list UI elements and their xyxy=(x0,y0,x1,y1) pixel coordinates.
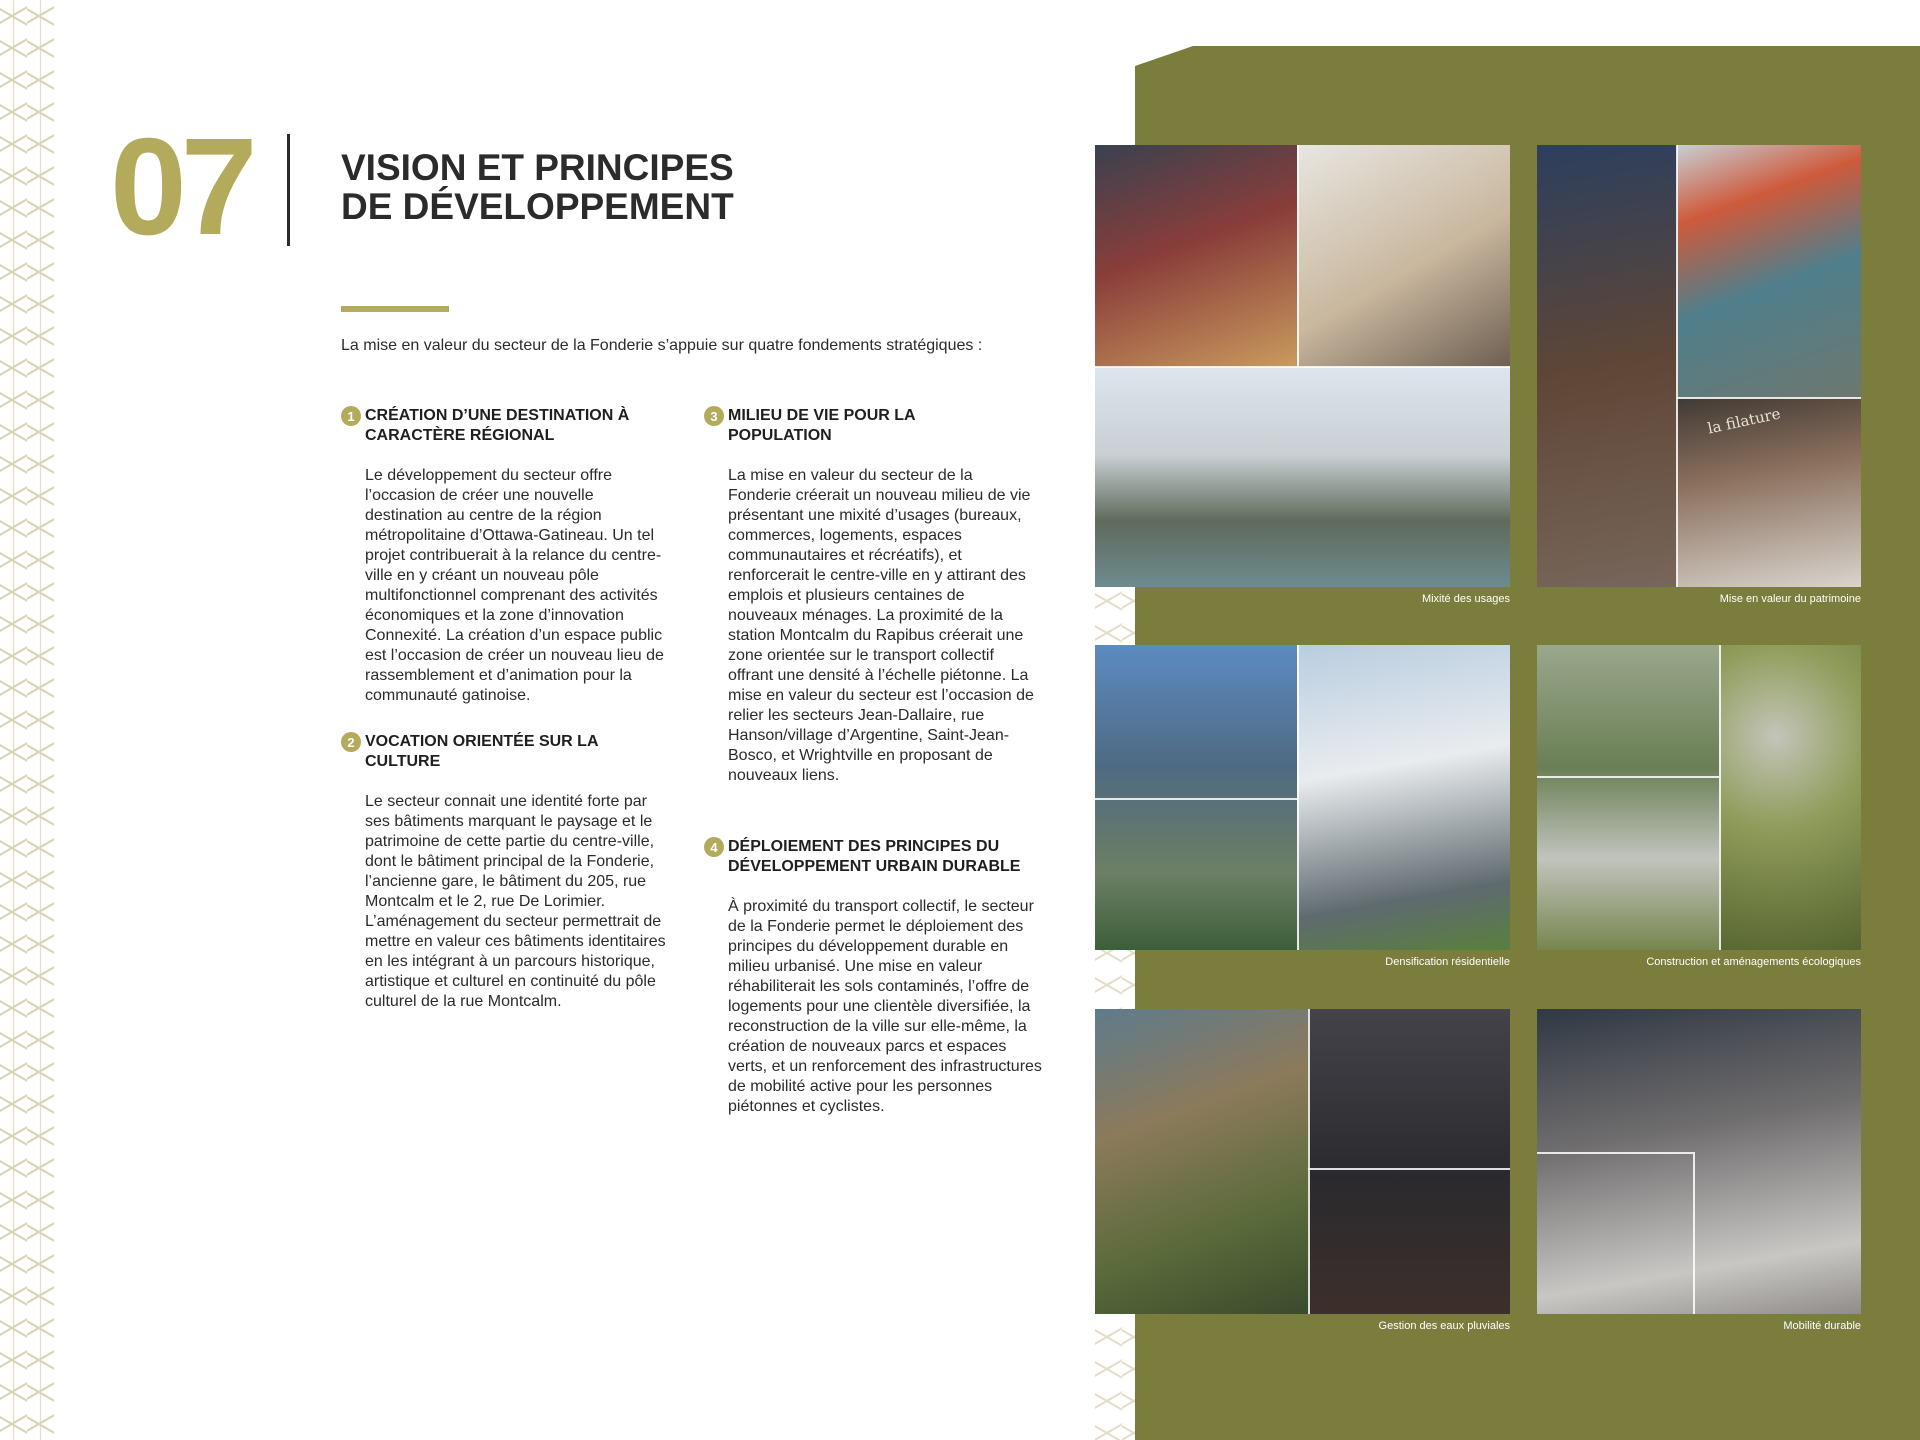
caption-construction: Construction et aménagements écologiques xyxy=(1646,956,1861,968)
section-4 xyxy=(704,837,1054,1117)
section-4-number-badge: 4 xyxy=(704,837,724,857)
section-1-number-badge: 1 xyxy=(341,406,361,426)
photo-notebook-work xyxy=(1297,145,1510,367)
photo-seam xyxy=(1308,1009,1310,1314)
page-title-line1: VISION ET PRINCIPES xyxy=(341,147,734,188)
intro-text: La mise en valeur du secteur de la Fonderie s’appuie sur quatre fondements stratégiques : xyxy=(341,337,983,354)
photo-permeable-pavers xyxy=(1719,645,1861,950)
section-1-title-line2: CARACTÈRE RÉGIONAL xyxy=(365,427,555,444)
section-3-title-line2: POPULATION xyxy=(728,427,832,444)
section-4-heading xyxy=(704,837,1054,877)
photo-aerial-city xyxy=(1095,1009,1308,1314)
section-2-title-line1: VOCATION ORIENTÉE SUR LA xyxy=(365,733,599,750)
caption-eaux: Gestion des eaux pluviales xyxy=(1378,1320,1510,1332)
accent-bar xyxy=(341,306,449,312)
section-4-title xyxy=(728,837,1020,877)
section-1-heading xyxy=(341,406,671,446)
caption-densification: Densification résidentielle xyxy=(1385,956,1510,968)
photo-apartment-building xyxy=(1297,645,1510,950)
section-3-number-badge: 3 xyxy=(704,406,724,426)
decorative-pattern-left xyxy=(0,0,54,1440)
photo-brick-building xyxy=(1537,145,1677,587)
section-4-body: À proximité du transport collectif, le secteur de la Fonderie permet le déploiement des principes du développement durable en milieu urbanisé. Une mise en valeur réhabiliterait les sols contaminés, l’offre de logements pour une clientèle diversifiée, la reconstruction de la ville sur elle-même, la création de nouveaux parcs et espaces verts, et un renforcement des infrastructures de mobilité active pour les personnes piétonnes et cyclistes. xyxy=(728,898,1042,1115)
section-3-heading xyxy=(704,406,1044,446)
section-3-title-line1: MILIEU DE VIE POUR LA xyxy=(728,407,916,424)
photo-seam xyxy=(1537,776,1719,778)
photo-rain-crosswalk xyxy=(1308,1009,1510,1314)
photo-transit-bikes xyxy=(1537,1009,1861,1314)
chapter-number: 07 xyxy=(110,110,252,264)
page-title-line2: DE DÉVELOPPEMENT xyxy=(341,186,734,227)
photo-seam xyxy=(1719,645,1721,950)
title-divider xyxy=(287,134,290,246)
section-2-title xyxy=(365,732,599,772)
photo-seam xyxy=(1693,1152,1695,1314)
photo-seam xyxy=(1537,1152,1693,1154)
section-1-title-line1: CRÉATION D’UNE DESTINATION À xyxy=(365,407,630,424)
caption-patrimoine: Mise en valeur du patrimoine xyxy=(1719,593,1861,605)
photo-seam xyxy=(1676,145,1678,587)
section-2-number-badge: 2 xyxy=(341,732,361,752)
section-3 xyxy=(704,406,1044,786)
section-2-title-line2: CULTURE xyxy=(365,753,441,770)
section-2-heading xyxy=(341,732,671,772)
photo-seam xyxy=(1095,798,1297,800)
section-4-title-line2: DÉVELOPPEMENT URBAIN DURABLE xyxy=(728,858,1021,875)
photo-waterfront-buildings xyxy=(1095,367,1510,587)
photo-storefront xyxy=(1677,398,1861,587)
section-4-title-line1: DÉPLOIEMENT DES PRINCIPES DU xyxy=(728,838,1000,855)
photo-cafe-barista xyxy=(1095,145,1297,367)
section-3-title xyxy=(728,406,916,446)
caption-mobilite: Mobilité durable xyxy=(1783,1320,1861,1332)
caption-mixite: Mixité des usages xyxy=(1421,593,1510,605)
photo-seam xyxy=(1677,397,1861,399)
photo-public-art xyxy=(1677,145,1861,398)
section-1-body: Le développement du secteur offre l’occasion de créer une nouvelle destination au centre de la région métropolitaine d’Ottawa-Gatineau. Un tel projet contribuerait à la relance du centre-ville en y créant un nouveau pôle multifonctionnel comprenant des activités économiques et la zone d’innovation Connexité. La création d’un espace public est l’occasion de créer un nouveau lieu de rassemblement et d’animation pour la communauté gatinoise. xyxy=(365,467,664,704)
photo-seam xyxy=(1297,645,1299,950)
storefront-sign: la filature xyxy=(1705,404,1783,438)
section-2 xyxy=(341,732,671,1012)
section-2-body: Le secteur connait une identité forte par ses bâtiments marquant le paysage et le patrimoine de cette partie du centre-ville, dont le bâtiment principal de la Fonderie, l’ancienne gare, le bâtiment du 205, rue Montcalm et le 2, rue De Lorimier. L’aménagement du secteur permettrait de mettre en valeur ces bâtiments identitaires en les intégrant à un parcours historique, artistique et culturel en continuité du pôle culturel de la rue Montcalm. xyxy=(365,793,666,1010)
section-3-body: La mise en valeur du secteur de la Fonderie créerait un nouveau milieu de vie présentant une mixité d’usages (bureaux, commerces, logements, espaces communautaires et récréatifs), et renforcerait le centre-ville en y attirant des emplois et plusieurs centaines de nouveaux ménages. La proximité de la station Montcalm du Rapibus créerait une zone orientée sur le transport collectif offrant une densité à l’échelle piétonne. La mise en valeur du secteur est l’occasion de relier les secteurs Jean-Dallaire, rue Hanson/village d’Argentine, Saint-Jean-Bosco, et Wrightville en proposant de nouveaux liens. xyxy=(728,467,1034,784)
page-title xyxy=(341,148,734,226)
photo-seam xyxy=(1297,145,1299,367)
photo-green-roof xyxy=(1537,645,1719,950)
photo-seam xyxy=(1308,1168,1510,1170)
section-1 xyxy=(341,406,671,706)
photo-seam xyxy=(1095,366,1510,368)
section-1-title xyxy=(365,406,629,446)
